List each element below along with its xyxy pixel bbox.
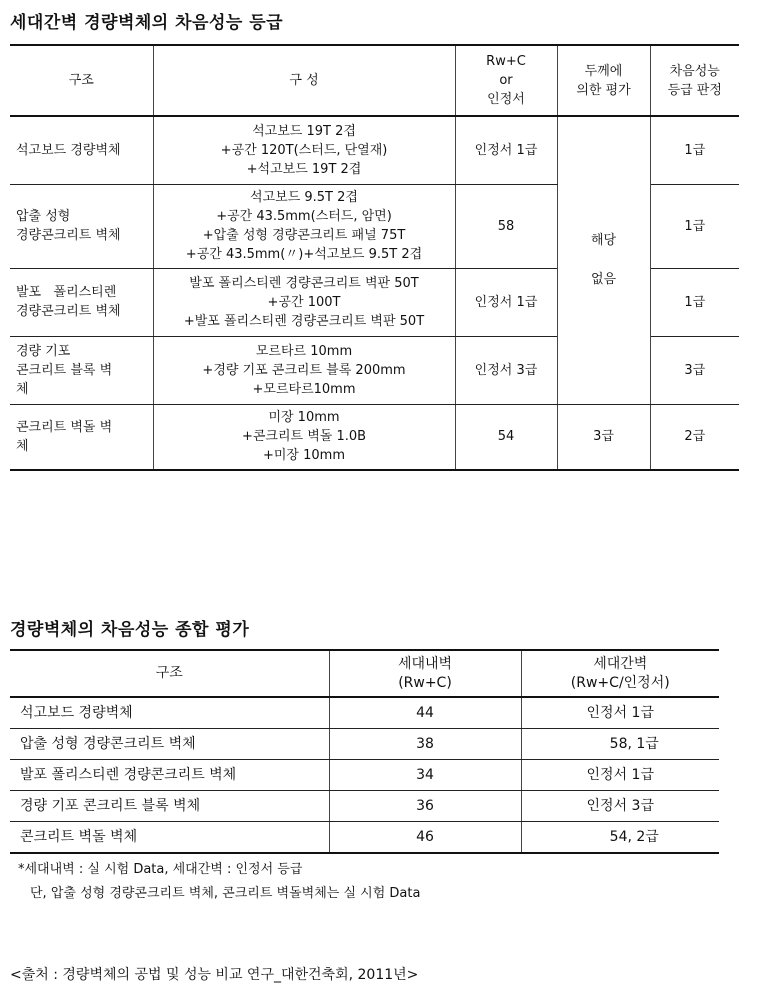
header-inner-wall: 세대내벽 (Rw+C) [329, 650, 521, 697]
row-rwc: 54 [455, 404, 557, 470]
row-grade: 1급 [650, 268, 739, 336]
row-inner: 36 [329, 791, 521, 822]
row-between: 인정서 1급 [521, 760, 719, 791]
row-structure: 압출 성형 경량콘크리트 벽체 [10, 184, 153, 268]
row-grade: 1급 [650, 116, 739, 184]
header-structure: 구조 [10, 45, 153, 116]
table-row [10, 760, 719, 791]
row-between: 54, 2급 [521, 822, 719, 854]
table2-header-row [10, 650, 719, 697]
row-composition: 석고보드 19T 2겹 +공간 120T(스터드, 단열재) +석고보드 19T 2겹 [153, 116, 455, 184]
row-grade: 2급 [650, 404, 739, 470]
header-structure: 구조 [10, 650, 329, 697]
row-structure: 발포 폴리스티렌 경량콘크리트 벽체 [10, 760, 329, 791]
row-composition: 모르타르 10mm +경량 기포 콘크리트 블록 200mm +모르타르10mm [153, 336, 455, 404]
row-structure: 경량 기포 콘크리트 블록 벽 체 [10, 336, 153, 404]
row-structure: 발포 폴리스티렌 경량콘크리트 벽체 [10, 268, 153, 336]
row-between: 58, 1급 [521, 729, 719, 760]
row-composition: 미장 10mm +콘크리트 벽돌 1.0B +미장 10mm [153, 404, 455, 470]
table1-header-row [10, 45, 739, 116]
row-grade: 3급 [650, 336, 739, 404]
row-grade: 1급 [650, 184, 739, 268]
row-rwc: 인정서 1급 [455, 116, 557, 184]
header-composition: 구 성 [153, 45, 455, 116]
row-structure: 콘크리트 벽돌 벽 체 [10, 404, 153, 470]
row-rwc: 58 [455, 184, 557, 268]
merged-thickness-cell: 해당 없음 [557, 116, 650, 404]
row-inner: 44 [329, 697, 521, 729]
table-row [10, 697, 719, 729]
header-between-wall: 세대간벽 (Rw+C/인정서) [521, 650, 719, 697]
row-thickness: 3급 [557, 404, 650, 470]
row-inner: 38 [329, 729, 521, 760]
table-row [10, 791, 719, 822]
wall-sound-grade-table [10, 44, 739, 471]
row-inner: 46 [329, 822, 521, 854]
footnote-1: *세대내벽 : 실 시험 Data, 세대간벽 : 인정서 등급 [18, 862, 303, 877]
row-composition: 발포 폴리스티렌 경량콘크리트 벽판 50T +공간 100T +발포 폴리스티렌 경량콘크리트 벽판 50T [153, 268, 455, 336]
row-composition: 석고보드 9.5T 2겹 +공간 43.5mm(스터드, 암면) +압출 성형 경량콘크리트 패널 75T +공간 43.5mm(〃)+석고보드 9.5T 2겹 [153, 184, 455, 268]
table-row [10, 404, 739, 470]
row-structure: 콘크리트 벽돌 벽체 [10, 822, 329, 854]
table1-title: 세대간벽 경량벽체의 차음성능 등급 [10, 13, 284, 33]
source-citation: <출처 : 경량벽체의 공법 및 성능 비교 연구_대한건축회, 2011년> [10, 967, 419, 983]
header-rwc: Rw+C or 인정서 [455, 45, 557, 116]
row-between: 인정서 3급 [521, 791, 719, 822]
row-structure: 압출 성형 경량콘크리트 벽체 [10, 729, 329, 760]
table-row [10, 729, 719, 760]
table-row [10, 116, 739, 184]
table2-title: 경량벽체의 차음성능 종합 평가 [10, 620, 250, 640]
row-inner: 34 [329, 760, 521, 791]
row-structure: 석고보드 경량벽체 [10, 116, 153, 184]
table-row [10, 822, 719, 854]
row-structure: 석고보드 경량벽체 [10, 697, 329, 729]
footnote-2: 단, 압출 성형 경량콘크리트 벽체, 콘크리트 벽돌벽체는 실 시험 Data [30, 886, 421, 901]
header-grade: 차음성능 등급 판정 [650, 45, 739, 116]
row-rwc: 인정서 1급 [455, 268, 557, 336]
row-structure: 경량 기포 콘크리트 블록 벽체 [10, 791, 329, 822]
header-thickness: 두께에 의한 평가 [557, 45, 650, 116]
row-between: 인정서 1급 [521, 697, 719, 729]
overall-evaluation-table [10, 649, 719, 854]
row-rwc: 인정서 3급 [455, 336, 557, 404]
